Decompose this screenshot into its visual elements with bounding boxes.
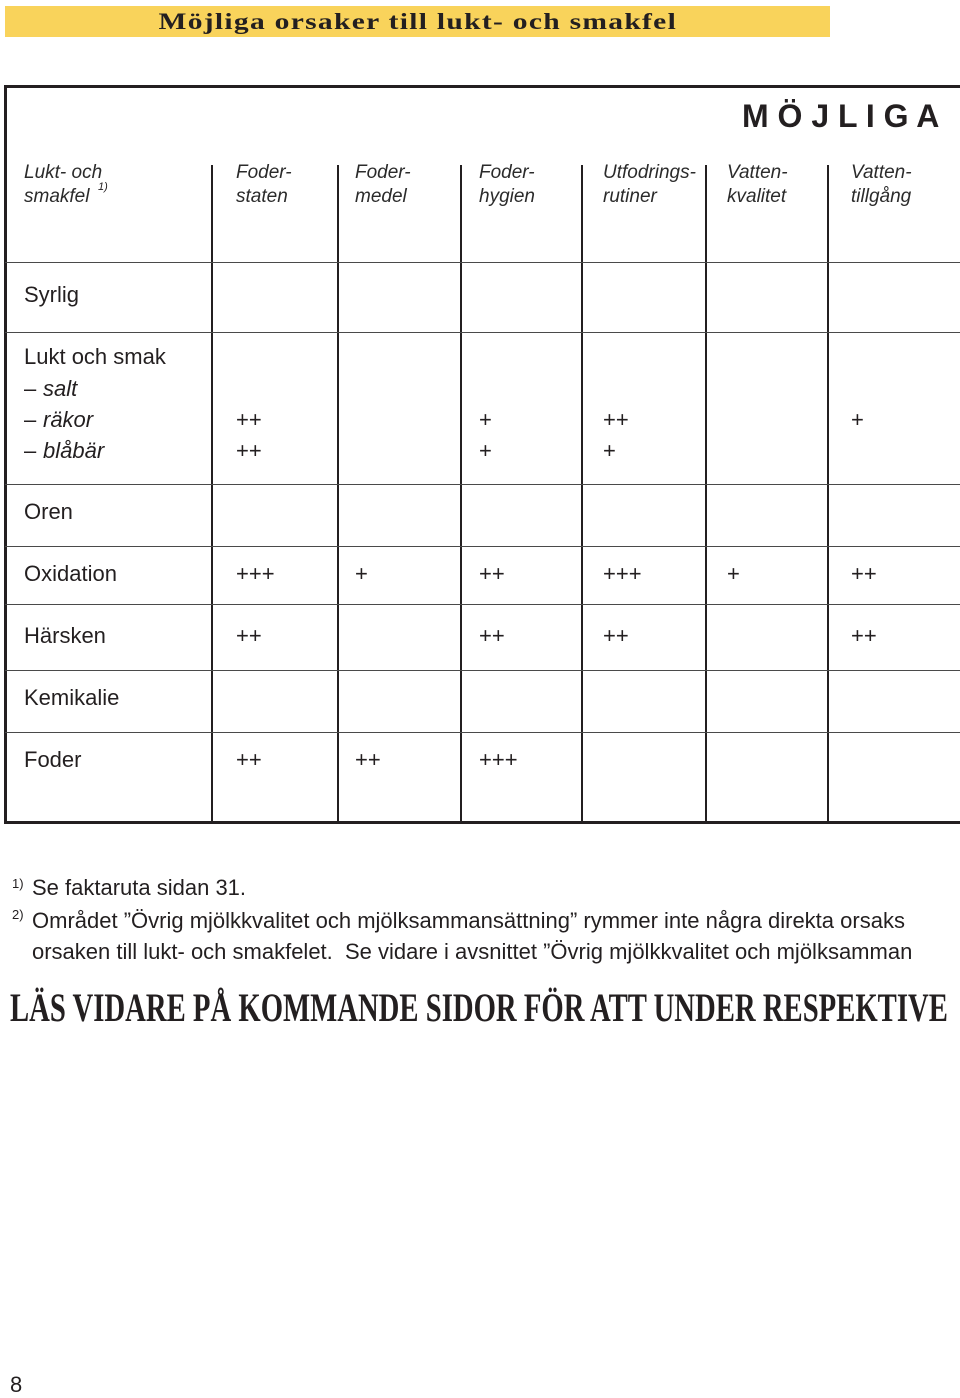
- table-cell: ++: [851, 561, 877, 586]
- row-divider: [5, 332, 960, 333]
- column-divider: [827, 165, 829, 822]
- table-cell: ++: [479, 561, 505, 586]
- header-line: staten: [236, 186, 288, 207]
- header-line: Vatten-: [851, 162, 912, 183]
- column-header-vattenkvalitet: [727, 161, 788, 209]
- header-line: rutiner: [603, 186, 657, 207]
- header-line: hygien: [479, 186, 535, 207]
- header-line: medel: [355, 186, 407, 207]
- table-row-syrlig: [0, 280, 960, 310]
- header-line: smakfel: [24, 186, 90, 207]
- header-line: Utfodrings-: [603, 162, 696, 183]
- row-label: Oren: [24, 499, 73, 524]
- footnote-reference: 1): [98, 181, 108, 193]
- column-header-foderhygien: [479, 161, 535, 209]
- table-cell: +++: [236, 561, 275, 586]
- read-more-notice: LÄS VIDARE PÅ KOMMANDE SIDOR FÖR ATT UNDER RESPEKTIVE: [10, 986, 948, 1030]
- subrow-label: räkor: [43, 407, 94, 432]
- table-cell: ++: [603, 623, 629, 648]
- column-header-utfodringsrutiner: [603, 161, 696, 209]
- subrow-label: blåbär: [43, 438, 105, 463]
- table-cell: ++: [236, 407, 262, 432]
- header-line: Vatten-: [727, 162, 788, 183]
- subrow-dash: –: [24, 376, 37, 401]
- row-header-cell: [24, 161, 102, 209]
- column-header-vattentillgang: [851, 161, 912, 209]
- column-divider: [460, 165, 462, 822]
- row-label: Oxidation: [24, 561, 117, 586]
- table-row-lukt-och-smak: [0, 342, 960, 372]
- subrow-label: salt: [43, 376, 78, 401]
- table-cell: ++: [236, 438, 262, 463]
- table-cell: ++: [851, 623, 877, 648]
- header-line: kvalitet: [727, 186, 787, 207]
- header-line: Foder-: [236, 162, 292, 183]
- row-divider: [5, 484, 960, 485]
- table-frame-bottom: [5, 821, 960, 824]
- header-line: Foder-: [355, 162, 411, 183]
- column-divider: [705, 165, 707, 822]
- column-divider: [337, 165, 339, 822]
- table-cell: ++: [355, 747, 381, 772]
- page-number: 8: [10, 1372, 23, 1397]
- table-cell: +++: [603, 561, 642, 586]
- column-divider: [211, 165, 213, 822]
- header-line: tillgång: [851, 186, 912, 207]
- table-cell: +: [727, 561, 740, 586]
- row-divider: [5, 604, 960, 605]
- header-line: Lukt- och: [24, 162, 103, 183]
- row-label: Syrlig: [24, 282, 80, 307]
- row-label: Foder: [24, 747, 82, 772]
- table-cell: ++: [236, 747, 262, 772]
- table-cell: ++: [479, 623, 505, 648]
- table-cell: +: [479, 407, 492, 432]
- footnote-marker: 2): [12, 907, 24, 922]
- table-row-kemikalie: [0, 683, 960, 713]
- table-cell: +: [479, 438, 492, 463]
- table-cell: ++: [236, 623, 262, 648]
- table-cell: +: [355, 561, 368, 586]
- table-row-oxidation: [0, 559, 960, 589]
- table-cell: +: [603, 438, 616, 463]
- table-row-oren: [0, 497, 960, 527]
- subrow-dash: –: [24, 407, 37, 432]
- table-group-heading: M Ö J L I G A: [742, 98, 940, 134]
- table-row-harsken: [0, 621, 960, 651]
- table-header-row: [0, 161, 960, 209]
- table-row-foder: [0, 745, 960, 775]
- table-subrow-rakor: [0, 405, 960, 435]
- footnote-marker: 1): [12, 876, 24, 891]
- subrow-dash: –: [24, 438, 37, 463]
- row-divider: [5, 732, 960, 733]
- row-label: Lukt och smak: [24, 344, 166, 369]
- column-header-foderstaten: [236, 161, 292, 209]
- row-label: Härsken: [24, 623, 106, 648]
- page-title: Möjliga orsaker till lukt- och smakfel: [158, 9, 677, 34]
- row-divider: [5, 262, 960, 263]
- row-label: Kemikalie: [24, 685, 120, 710]
- column-header-fodermedel: [355, 161, 411, 209]
- title-banner: [5, 6, 830, 37]
- header-line: Foder-: [479, 162, 535, 183]
- row-divider: [5, 670, 960, 671]
- table-subrow-blabar: [0, 436, 960, 466]
- table-frame-top: [5, 85, 960, 88]
- table-cell: +: [851, 407, 864, 432]
- notice-container: [10, 986, 960, 1030]
- table-subrow-salt: [0, 374, 960, 404]
- footnote-text: orsaken till lukt- och smakfelet. Se vidare i avsnittet ”Övrig mjölkkvalitet och mjölksamman: [32, 939, 913, 964]
- row-divider: [5, 546, 960, 547]
- footnote-text: Området ”Övrig mjölkkvalitet och mjölksammansättning” rymmer inte några direkta orsaks: [32, 908, 905, 933]
- column-divider: [581, 165, 583, 822]
- footnote-text: Se faktaruta sidan 31.: [32, 875, 247, 900]
- table-cell: +++: [479, 747, 518, 772]
- table-cell: ++: [603, 407, 629, 432]
